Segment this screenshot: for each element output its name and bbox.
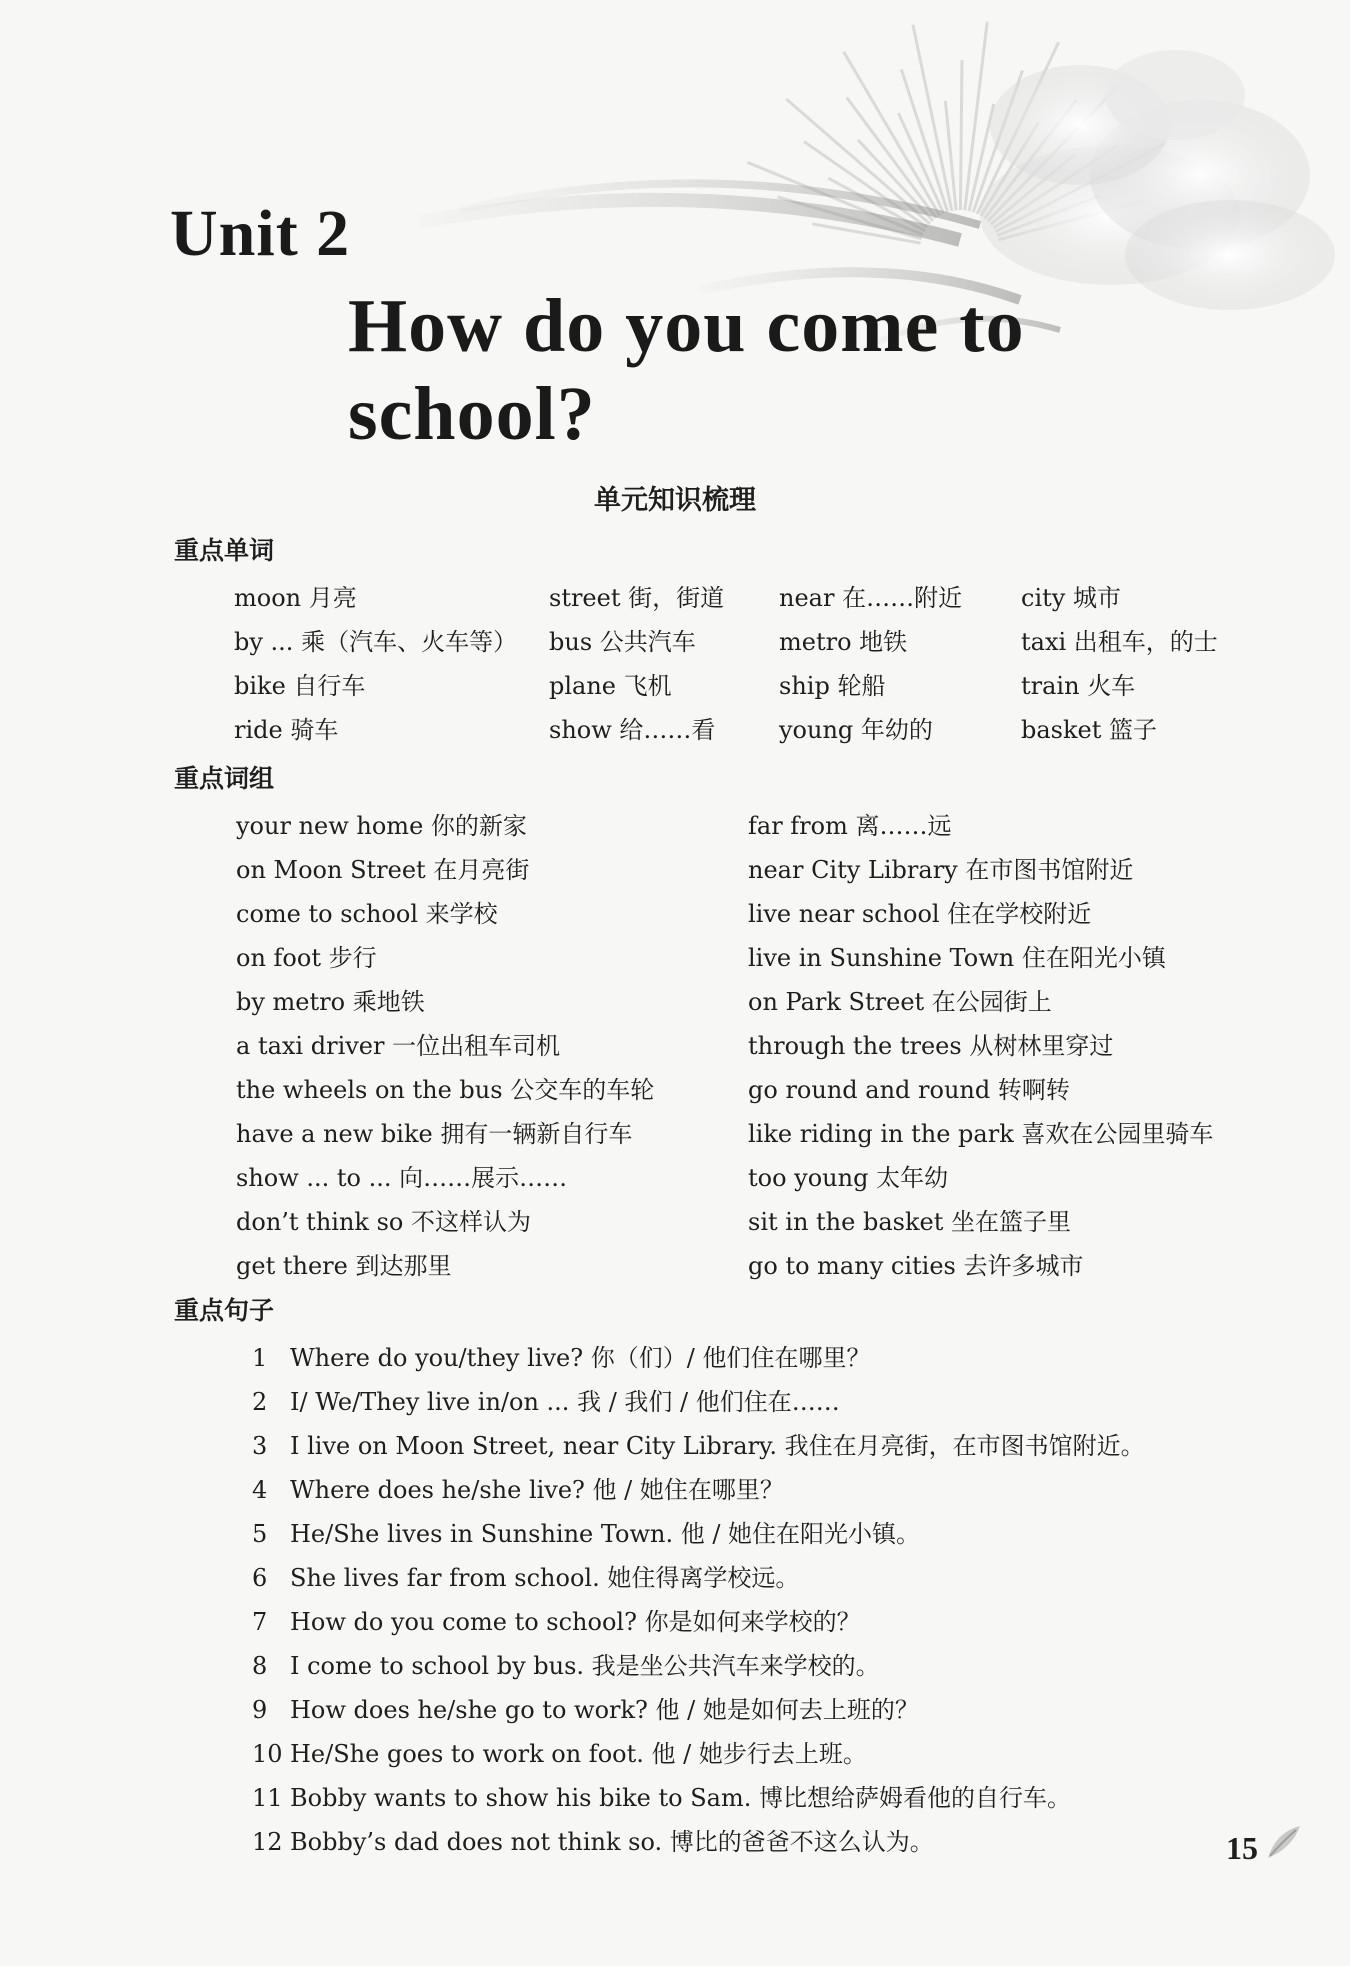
word-item: metro 地铁	[779, 628, 908, 656]
page-number: 15	[1226, 1830, 1258, 1866]
lesson-title-line2: school?	[348, 372, 596, 456]
key-phrases-grid	[236, 804, 1248, 1288]
sentence-item	[252, 1380, 1145, 1424]
sentence-item	[252, 1556, 1145, 1600]
sentence-text: I come to school by bus. 我是坐公共汽车来学校的。	[290, 1652, 880, 1680]
phrase-item: by metro 乘地铁	[236, 988, 425, 1016]
sentence-item	[252, 1820, 1145, 1864]
sentence-number: 3	[252, 1432, 268, 1460]
sentence-text: How does he/she go to work? 他 / 她是如何去上班的？	[290, 1696, 919, 1724]
phrase-item: go to many cities 去许多城市	[748, 1252, 1084, 1280]
sentence-number: 1	[252, 1344, 268, 1372]
sentence-number: 7	[252, 1608, 268, 1636]
phrase-item: live in Sunshine Town 住在阳光小镇	[748, 944, 1166, 972]
word-item: young 年幼的	[779, 716, 933, 744]
lesson-title-line1: How do you come to	[348, 284, 1025, 368]
sentence-item	[252, 1688, 1145, 1732]
leaf-icon	[1262, 1822, 1306, 1866]
phrase-item: a taxi driver 一位出租车司机	[236, 1032, 561, 1060]
phrase-item: come to school 来学校	[236, 900, 498, 928]
sentence-number: 5	[252, 1520, 268, 1548]
phrase-item: like riding in the park 喜欢在公园里骑车	[748, 1120, 1214, 1148]
word-item: show 给……看	[549, 716, 716, 744]
phrase-item: near City Library 在市图书馆附近	[748, 856, 1134, 884]
sentence-text: She lives far from school. 她住得离学校远。	[290, 1564, 800, 1592]
sentence-item	[252, 1776, 1145, 1820]
phrase-item: go round and round 转啊转	[748, 1076, 1070, 1104]
word-item: street 街，街道	[549, 584, 725, 612]
word-item: bike 自行车	[234, 672, 366, 700]
sentence-text: Where do you/they live? 你（们）/ 他们住在哪里？	[290, 1344, 871, 1372]
word-item: train 火车	[1021, 672, 1136, 700]
phrase-item: far from 离……远	[748, 812, 952, 840]
phrase-item: show ... to ... 向……展示……	[236, 1164, 568, 1192]
sentence-number: 6	[252, 1564, 268, 1592]
sentence-item	[252, 1644, 1145, 1688]
lesson-title	[348, 282, 1148, 458]
phrase-item: the wheels on the bus 公交车的车轮	[236, 1076, 655, 1104]
sentence-item	[252, 1424, 1145, 1468]
key-phrases-heading: 重点词组	[174, 764, 275, 793]
phrase-item: on Moon Street 在月亮街	[236, 856, 530, 884]
sentence-text: How do you come to school? 你是如何来学校的？	[290, 1608, 861, 1636]
unit-title: Unit 2	[170, 197, 351, 270]
word-item: ride 骑车	[234, 716, 339, 744]
phrase-item: on foot 步行	[236, 944, 377, 972]
sentence-number: 12	[252, 1828, 283, 1856]
sentence-text: Bobby’s dad does not think so. 博比的爸爸不这么认为。	[290, 1828, 934, 1856]
phrase-item: too young 太年幼	[748, 1164, 949, 1192]
word-item: taxi 出租车，的士	[1021, 628, 1218, 656]
sentence-number: 9	[252, 1696, 268, 1724]
sunburst-ray	[960, 60, 962, 210]
sentence-number: 8	[252, 1652, 268, 1680]
key-sentences-list	[252, 1336, 1145, 1864]
sentence-item	[252, 1512, 1145, 1556]
word-item: near 在……附近	[779, 584, 963, 612]
sentence-item	[252, 1468, 1145, 1512]
word-item: bus 公共汽车	[549, 628, 696, 656]
phrase-item: get there 到达那里	[236, 1252, 452, 1280]
word-item: basket 篮子	[1021, 716, 1158, 744]
sentence-text: He/She goes to work on foot. 他 / 她步行去上班。	[290, 1740, 867, 1768]
word-item: by ... 乘（汽车、火车等）	[234, 628, 518, 656]
phrase-item: don’t think so 不这样认为	[236, 1208, 531, 1236]
key-words-grid	[234, 576, 1271, 752]
sentence-number: 10	[252, 1740, 283, 1768]
sentence-number: 11	[252, 1784, 283, 1812]
sentence-text: I/ We/They live in/on ... 我 / 我们 / 他们住在……	[290, 1388, 840, 1416]
word-item: moon 月亮	[234, 584, 357, 612]
section-title: 单元知识梳理	[594, 485, 756, 516]
sentence-number: 4	[252, 1476, 268, 1504]
word-item: ship 轮船	[779, 672, 886, 700]
sentence-text: Bobby wants to show his bike to Sam. 博比想给萨姆看他的自行车。	[290, 1784, 1071, 1812]
key-words-heading: 重点单词	[174, 536, 275, 565]
phrase-item: sit in the basket 坐在篮子里	[748, 1208, 1071, 1236]
sentence-text: I live on Moon Street, near City Library. 我住在月亮街，在市图书馆附近。	[290, 1432, 1145, 1460]
word-item: plane 飞机	[549, 672, 672, 700]
sentence-text: Where does he/she live? 他 / 她住在哪里？	[290, 1476, 784, 1504]
sentence-item	[252, 1600, 1145, 1644]
sentence-item	[252, 1732, 1145, 1776]
key-sentences-heading: 重点句子	[174, 1296, 275, 1325]
sentence-text: He/She lives in Sunshine Town. 他 / 她住在阳光小镇。	[290, 1520, 921, 1548]
word-item: city 城市	[1021, 584, 1121, 612]
phrase-item: have a new bike 拥有一辆新自行车	[236, 1120, 633, 1148]
phrase-item: on Park Street 在公园街上	[748, 988, 1052, 1016]
sentence-item	[252, 1336, 1145, 1380]
phrase-item: your new home 你的新家	[236, 812, 527, 840]
sentence-number: 2	[252, 1388, 268, 1416]
phrase-item: live near school 住在学校附近	[748, 900, 1092, 928]
phrase-item: through the trees 从树林里穿过	[748, 1032, 1114, 1060]
